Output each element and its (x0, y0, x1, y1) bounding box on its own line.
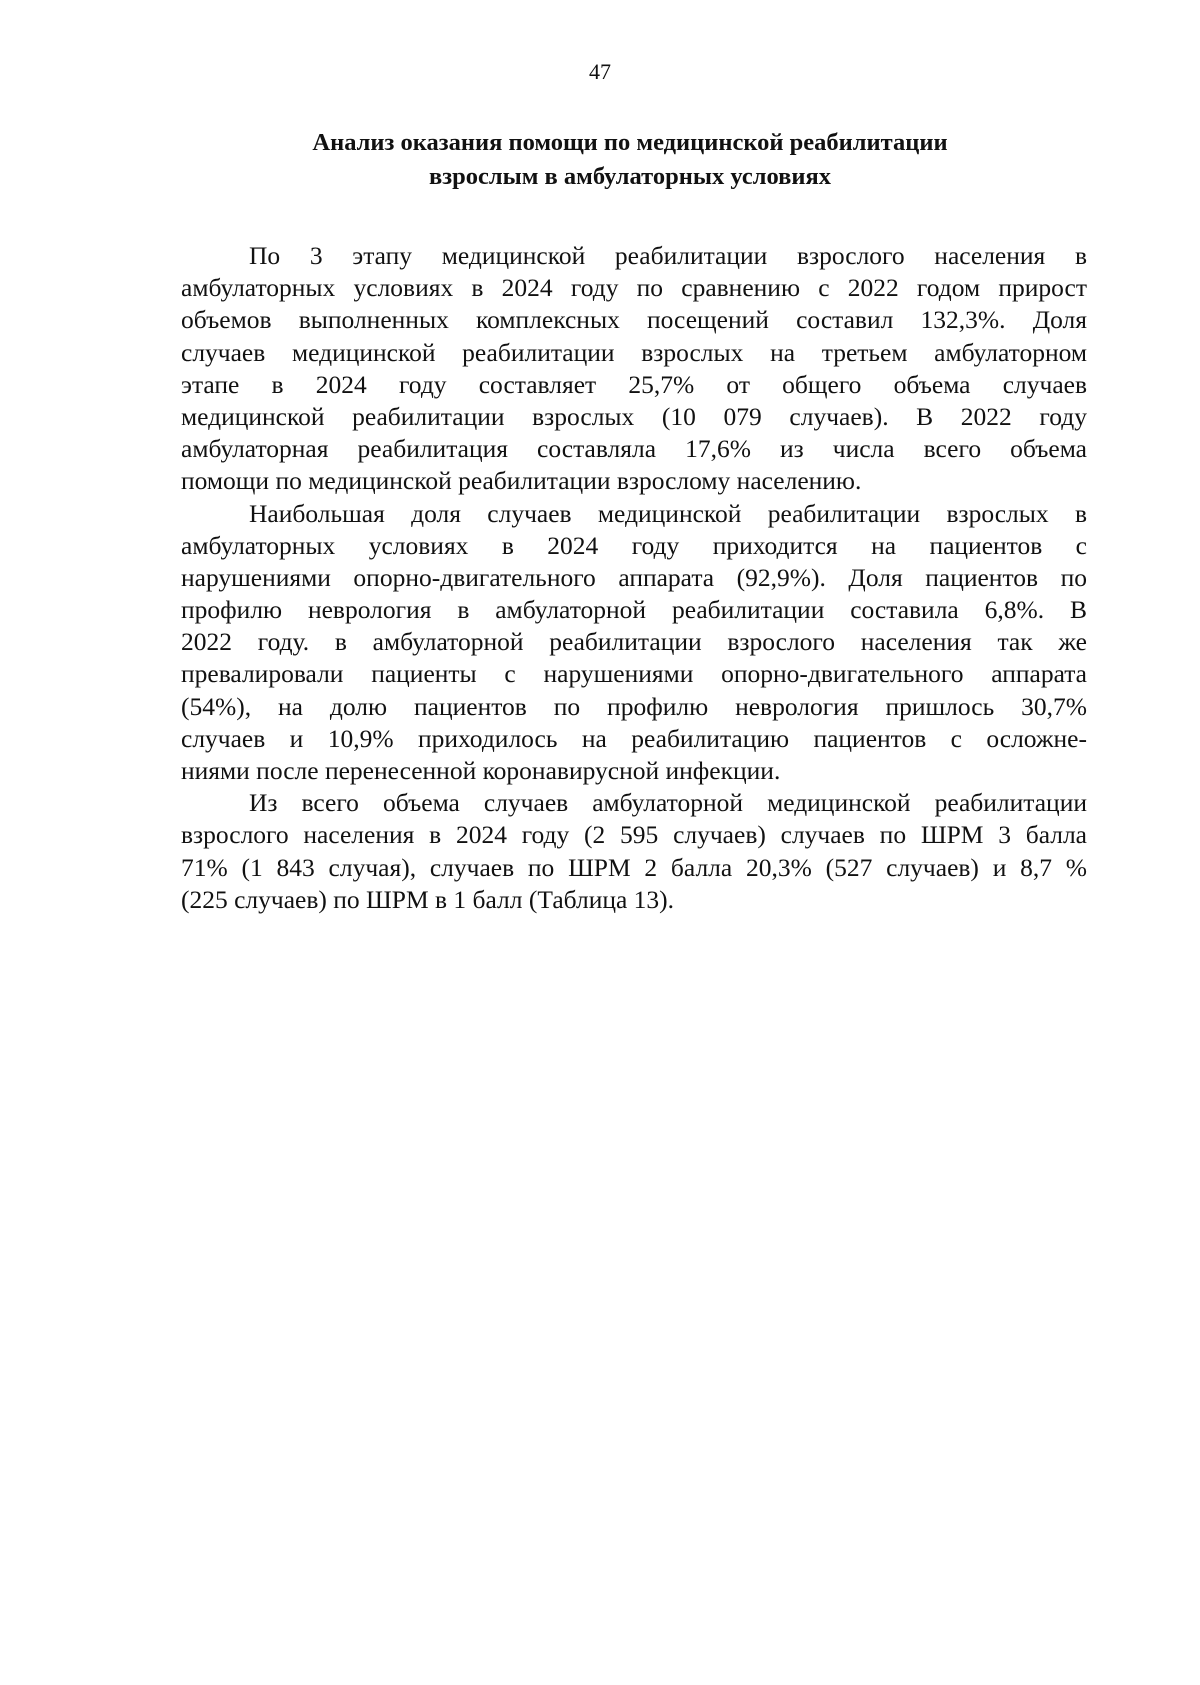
paragraph-line: Из всего объема случаев амбулаторной медицинской реабилитации (249, 788, 1087, 818)
paragraph-line: амбулаторных условиях в 2024 году приходится на пациентов с (181, 530, 1087, 560)
paragraph-line: Наибольшая доля случаев медицинской реабилитации взрослых в (249, 498, 1087, 528)
paragraph-2 (181, 498, 1087, 788)
paragraph-line: профилю неврология в амбулаторной реабилитации составила 6,8%. В (181, 595, 1087, 625)
paragraph-line: (225 случаев) по ШРМ в 1 балл (Таблица 13). (181, 884, 675, 914)
paragraph-line: случаев медицинской реабилитации взрослых на третьем амбулаторном (181, 337, 1087, 367)
paragraph-line: этапе в 2024 году составляет 25,7% от общего объема случаев (181, 369, 1087, 399)
section-heading (170, 126, 1090, 194)
page-number: 47 (589, 59, 611, 84)
heading-line-2: взрослым в амбулаторных условиях (429, 163, 831, 190)
paragraph-line: (54%), на долю пациентов по профилю неврология пришлось 30,7% (181, 691, 1087, 721)
paragraph-line: 71% (1 843 случая), случаев по ШРМ 2 балла 20,3% (527 случаев) и 8,7 % (181, 852, 1087, 882)
paragraph-line: объемов выполненных комплексных посещений составил 132,3%. Доля (181, 305, 1087, 335)
paragraph-line: амбулаторных условиях в 2024 году по сравнению с 2022 годом прирост (181, 273, 1087, 303)
paragraph-line: случаев и 10,9% приходилось на реабилитацию пациентов с осложне- (181, 723, 1087, 753)
paragraph-line: амбулаторная реабилитация составляла 17,6% из числа всего объема (181, 434, 1087, 464)
paragraph-line: превалировали пациенты с нарушениями опорно-двигательного аппарата (181, 659, 1087, 689)
heading-line-1: Анализ оказания помощи по медицинской реабилитации (312, 129, 948, 156)
paragraph-line: медицинской реабилитации взрослых (10 079 случаев). В 2022 году (181, 401, 1087, 431)
paragraph-line: ниями после перенесенной коронавирусной инфекции. (181, 756, 781, 785)
body-text (181, 240, 1087, 916)
paragraph-line: 2022 году. в амбулаторной реабилитации взрослого населения так же (181, 627, 1087, 657)
paragraph-line: помощи по медицинской реабилитации взрослому населению. (181, 466, 862, 496)
paragraph-line: нарушениями опорно-двигательного аппарата (92,9%). Доля пациентов по (181, 562, 1087, 592)
paragraph-1 (181, 240, 1087, 498)
paragraph-3 (181, 787, 1087, 916)
paragraph-line: взрослого населения в 2024 году (2 595 случаев) случаев по ШРМ 3 балла (181, 820, 1087, 850)
paragraph-line: По 3 этапу медицинской реабилитации взрослого населения в (249, 241, 1087, 270)
